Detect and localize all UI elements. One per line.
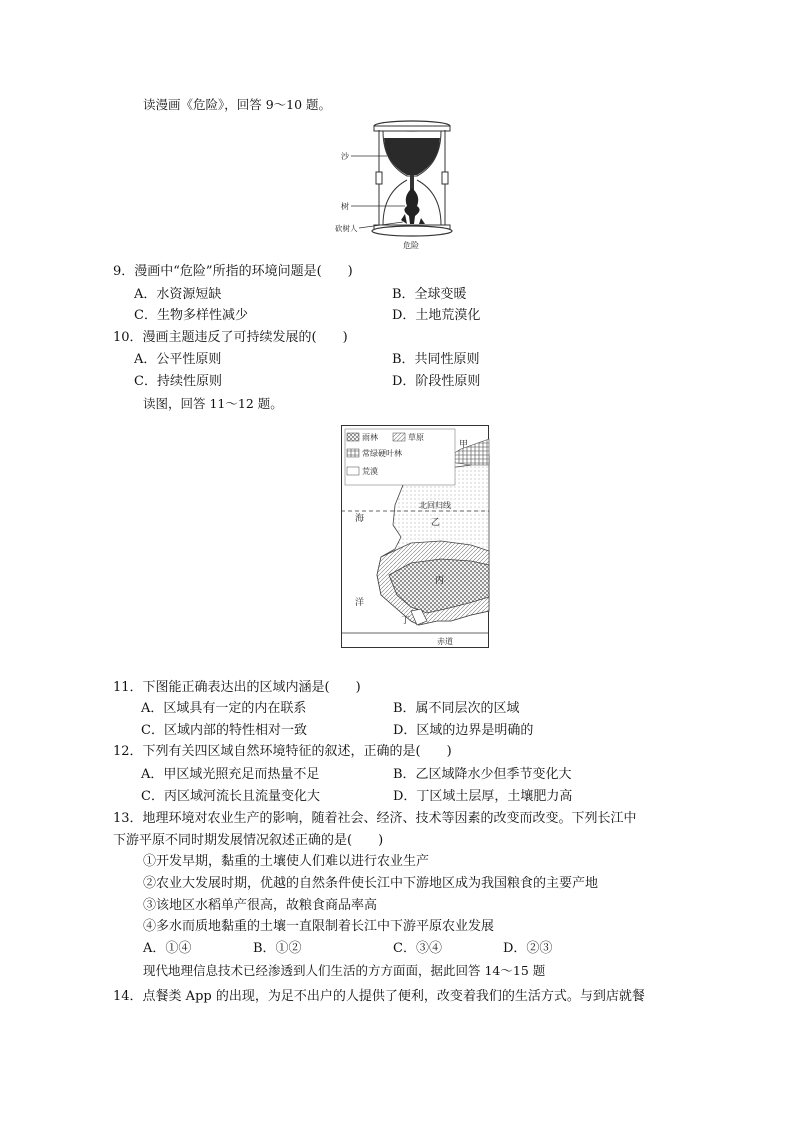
q12-option-a[interactable]: A．甲区域光照充足而热量不足: [141, 767, 320, 782]
q11-option-b[interactable]: B．属不同层次的区域: [393, 701, 520, 716]
q13-statement-2: ②农业大发展时期，优越的自然条件使长江中下游地区成为我国粮食的主要产地: [143, 876, 599, 891]
sand-mass: [384, 138, 440, 175]
label-jia: 甲: [459, 440, 469, 450]
q12-option-c[interactable]: C．丙区域河流长且流量变化大: [141, 789, 320, 804]
intro-9-10: 读漫画《危险》，回答 9～10 题。: [143, 97, 332, 112]
q13-statement-3: ③该地区水稻单产很高，故粮食商品率高: [143, 898, 378, 913]
label-sand: 沙: [341, 152, 349, 161]
q9-stem: 9．漫画中“危险”所指的环境问题是( ): [113, 264, 353, 279]
hourglass-cartoon: [335, 118, 475, 258]
q10-option-d[interactable]: D．阶段性原则: [392, 374, 481, 389]
label-tree: 树: [341, 202, 349, 211]
label-bing: 丙: [435, 576, 445, 586]
label-sea: 海: [355, 514, 365, 524]
legend-desert: 荒漠: [362, 467, 378, 476]
intro-14-15: 现代地理信息技术已经渗透到人们生活的方方面面，据此回答 14～15 题: [143, 963, 546, 978]
label-woodcutter: 砍树人: [335, 224, 358, 233]
legend-evergreen: 常绿硬叶林: [362, 449, 402, 458]
tree-figure: [404, 188, 419, 224]
q13-option-c[interactable]: C．③④: [393, 941, 442, 956]
q12-stem: 12．下列有关四区域自然环境特征的叙述，正确的是( ): [113, 744, 452, 759]
q10-option-b[interactable]: B．共同性原则: [392, 352, 480, 367]
q13-statement-4: ④多水而质地黏重的土壤一直限制着长江中下游平原农业发展: [143, 919, 495, 934]
q13-statement-1: ①开发早期，黏重的土壤使人们难以进行农业生产: [143, 854, 430, 869]
q13-stem-line2: 下游平原不同时期发展情况叙述正确的是( ): [113, 833, 384, 848]
q14-stem: 14．点餐类 App 的出现，为足不出户的人提供了便利，改变着我们的生活方式。与到店就餐: [113, 989, 645, 1004]
q13-stem-line1: 13．地理环境对农业生产的影响，随着社会、经济、技术等因素的改变而改变。下列长江中: [113, 811, 637, 826]
label-equator: 赤道: [437, 637, 453, 646]
intro-11-12: 读图，回答 11～12 题。: [143, 396, 283, 411]
q12-option-b[interactable]: B．乙区域降水少但季节变化大: [393, 767, 572, 782]
q11-option-a[interactable]: A．区域具有一定的内在联系: [141, 701, 307, 716]
q9-option-d[interactable]: D．土地荒漠化: [392, 308, 481, 323]
q9-option-a[interactable]: A．水资源短缺: [134, 287, 222, 302]
q10-option-c[interactable]: C．持续性原则: [134, 374, 222, 389]
q13-option-a[interactable]: A．①④: [143, 941, 192, 956]
vegetation-map: [341, 425, 491, 649]
q10-stem: 10．漫画主题违反了可持续发展的( ): [113, 330, 348, 345]
q11-option-c[interactable]: C．区域内部的特性相对一致: [141, 723, 307, 738]
q12-option-d[interactable]: D．丁区域土层厚，土壤肥力高: [393, 789, 573, 804]
label-ocean: 洋: [355, 598, 365, 608]
label-tropic: 北回归线: [419, 501, 451, 510]
label-yi: 乙: [431, 518, 441, 528]
cartoon-caption: 危险: [403, 241, 419, 250]
q11-option-d[interactable]: D．区域的边界是明确的: [393, 723, 534, 738]
q11-stem: 11．下图能正确表达出的区域内涵是( ): [113, 680, 361, 695]
legend-grassland: 草原: [408, 433, 424, 442]
q9-option-c[interactable]: C．生物多样性减少: [134, 308, 248, 323]
q9-option-b[interactable]: B．全球变暖: [392, 287, 467, 302]
q13-option-d[interactable]: D．②③: [503, 941, 553, 956]
label-ding: 丁: [401, 616, 411, 626]
q13-option-b[interactable]: B．①②: [253, 941, 302, 956]
legend-rainforest: 雨林: [362, 433, 378, 442]
q10-option-a[interactable]: A．公平性原则: [134, 352, 222, 367]
